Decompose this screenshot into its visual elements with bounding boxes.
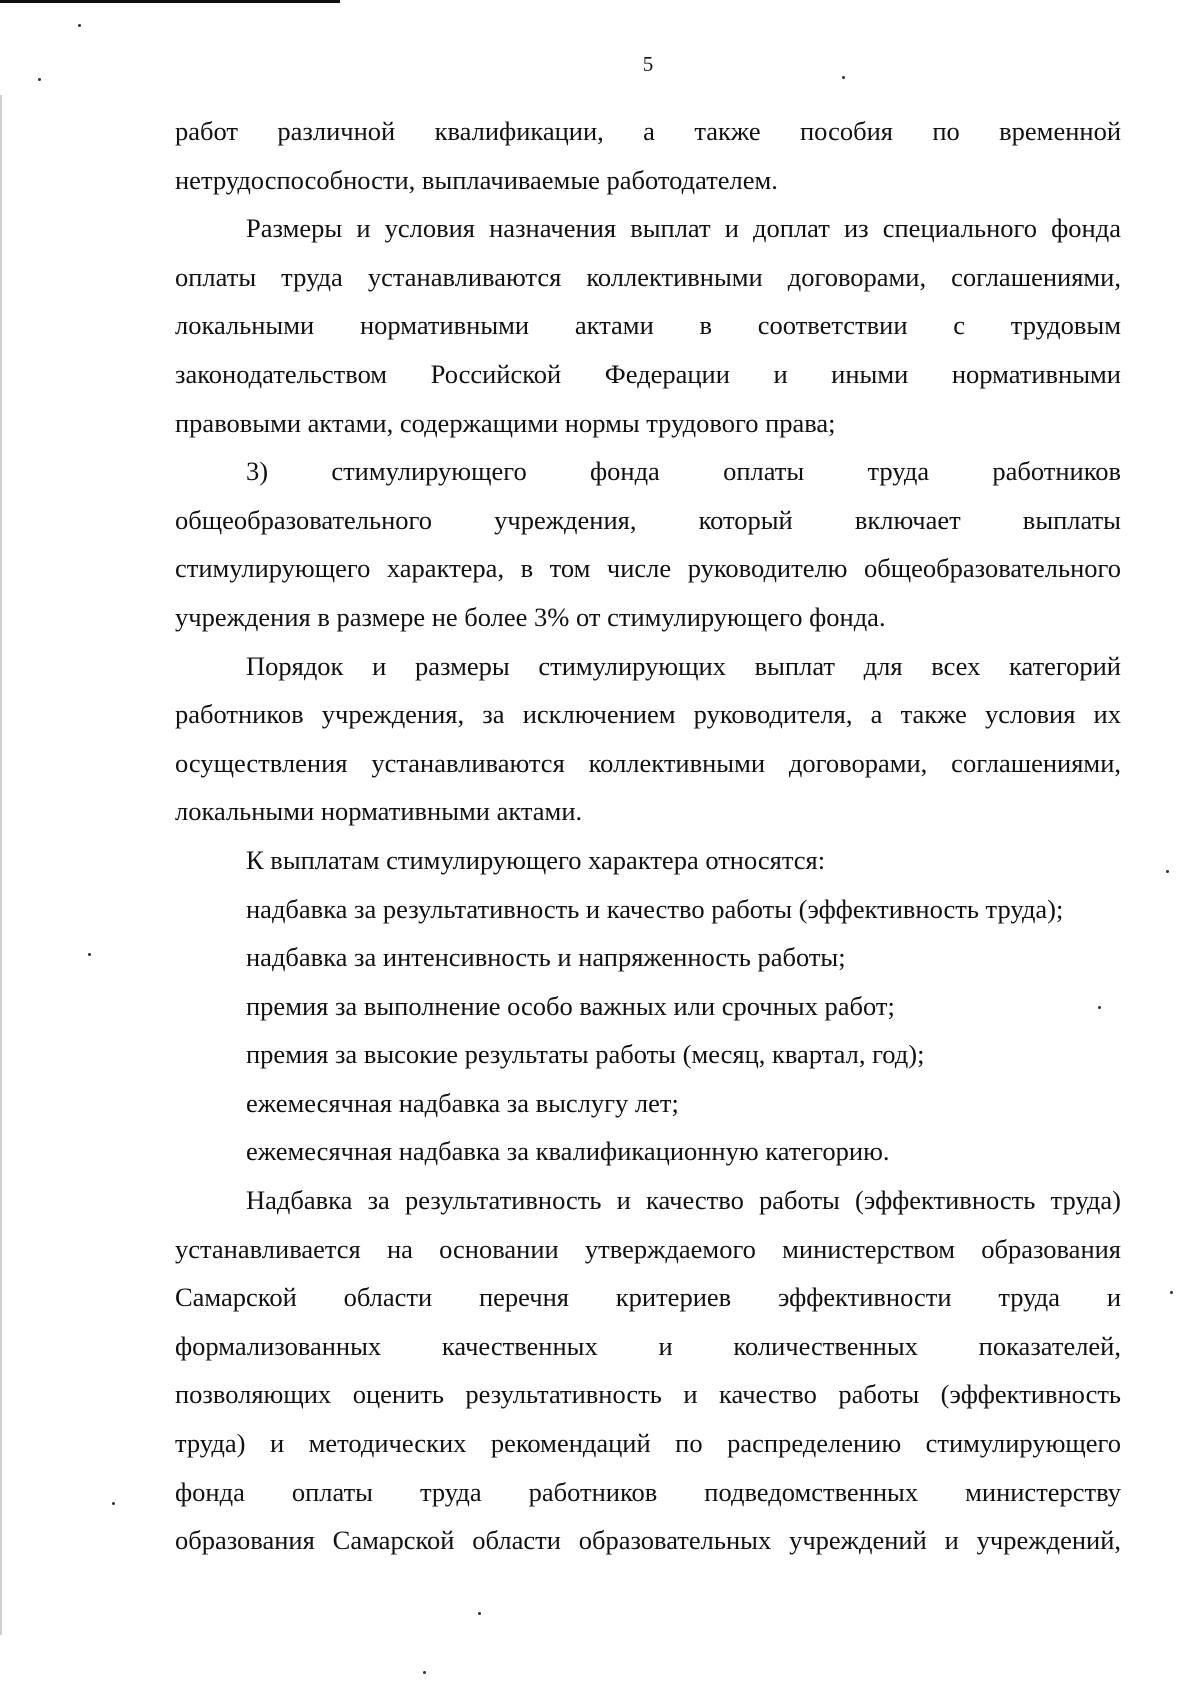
text-line: 3) стимулирующего фонда оплаты труда работников <box>246 456 1121 487</box>
list-item: надбавка за интенсивность и напряженность работы; <box>246 942 846 973</box>
text-line: стимулирующего характера, в том числе руководителю общеобразовательного <box>175 553 1121 584</box>
scan-speck <box>842 76 845 79</box>
scan-speck <box>1170 1291 1173 1294</box>
list-item: ежемесячная надбавка за выслугу лет; <box>246 1087 679 1118</box>
text-line: формализованных качественных и количественных показателей, <box>175 1330 1121 1361</box>
text-line: Самарской области перечня критериев эффективности труда и <box>175 1282 1121 1313</box>
scan-speck <box>112 1502 115 1505</box>
text-line: правовыми актами, содержащими нормы трудового права; <box>175 407 836 438</box>
text-line: К выплатам стимулирующего характера относятся: <box>246 844 826 875</box>
text-line: общеобразовательного учреждения, который включает выплаты <box>175 504 1121 535</box>
scan-speck <box>478 1612 481 1615</box>
body-text <box>175 107 1121 1565</box>
text-line: Надбавка за результативность и качество работы (эффективность труда) <box>246 1185 1121 1216</box>
list-item: ежемесячная надбавка за квалификационную категорию. <box>246 1136 890 1167</box>
scan-speck <box>38 78 41 81</box>
scan-speck <box>88 953 91 956</box>
text-line: оплаты труда устанавливаются коллективными договорами, соглашениями, <box>175 261 1121 292</box>
scan-speck <box>1098 1006 1101 1009</box>
text-line: локальными нормативными актами. <box>175 796 583 827</box>
text-line: учреждения в размере не более 3% от стимулирующего фонда. <box>175 601 886 632</box>
text-line: позволяющих оценить результативность и качество работы (эффективность <box>175 1379 1121 1410</box>
text-line: образования Самарской области образовательных учреждений и учреждений, <box>175 1525 1121 1556</box>
scan-edge <box>0 95 2 1635</box>
header-rule <box>0 0 340 3</box>
page-number: 5 <box>642 52 654 76</box>
list-item: надбавка за результативность и качество работы (эффективность труда); <box>246 893 1064 924</box>
text-line: нетрудоспособности, выплачиваемые работодателем. <box>175 164 778 195</box>
text-line: фонда оплаты труда работников подведомственных министерству <box>175 1476 1121 1507</box>
text-line: труда) и методических рекомендаций по распределению стимулирующего <box>175 1428 1121 1459</box>
list-item: премия за выполнение особо важных или срочных работ; <box>246 990 895 1021</box>
scan-speck <box>423 1671 426 1674</box>
text-line: локальными нормативными актами в соответствии с трудовым <box>175 310 1121 341</box>
scan-speck <box>78 24 81 27</box>
text-line: работников учреждения, за исключением руководителя, а также условия их <box>175 699 1121 730</box>
text-line: Размеры и условия назначения выплат и доплат из специального фонда <box>246 213 1121 244</box>
text-line: Порядок и размеры стимулирующих выплат для всех категорий <box>246 650 1121 681</box>
text-line: осуществления устанавливаются коллективными договорами, соглашениями, <box>175 747 1121 778</box>
list-item: премия за высокие результаты работы (месяц, квартал, год); <box>246 1039 925 1070</box>
text-line: работ различной квалификации, а также пособия по временной <box>175 116 1121 146</box>
scan-speck <box>1166 870 1169 873</box>
text-line: законодательством Российской Федерации и иными нормативными <box>175 358 1121 389</box>
text-line: устанавливается на основании утверждаемого министерством образования <box>175 1233 1121 1264</box>
